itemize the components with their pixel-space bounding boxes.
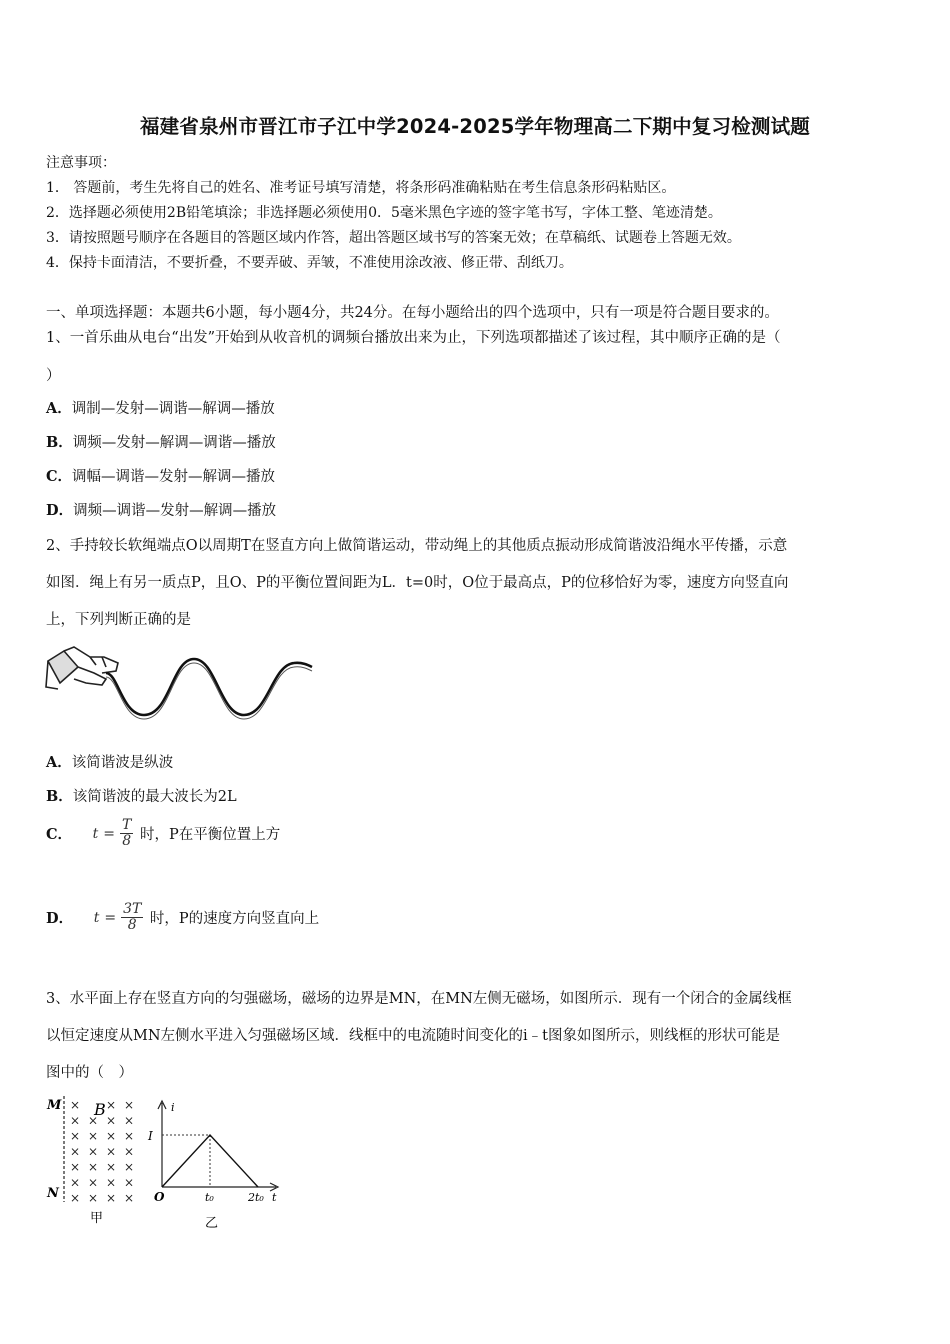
section-heading: 一、单项选择题：本题共6小题，每小题4分，共24分。在每小题给出的四个选项中，只有一项是符合题目要求的。 [46,305,779,321]
field-cross-mark: × [124,1113,135,1128]
field-cross-mark: × [70,1098,81,1112]
field-cross-mark: × [70,1160,81,1174]
field-cross-mark: × [124,1160,135,1174]
field-cross-mark: × [88,1175,99,1190]
magnetic-field-figure [44,1092,144,1227]
q1-option-c: C．调幅—调谐—发射—解调—播放 [46,468,276,485]
formula-t-over-8: t = $\frac{T}{8}$ [92,817,132,849]
field-cross-mark: × [70,1113,81,1128]
caption-jia: 甲 [90,1211,104,1226]
label-b: B [94,1100,106,1119]
label-m: M [47,1098,62,1113]
field-cross-mark: × [70,1129,81,1143]
field-cross-mark: × [106,1098,117,1112]
field-cross-mark: × [106,1113,117,1128]
field-cross-mark: × [124,1191,135,1205]
q2-option-b: B．该简谐波的最大波长为2L [46,788,237,805]
q1-stem-end: ） [46,368,61,384]
rope-wave-figure [44,643,316,727]
field-cross-mark: × [106,1144,117,1159]
label-t: t [272,1191,277,1204]
notice-item: 1． 答题前，考生先将自己的姓名、准考证号填写清楚，将条形码准确粘贴在考生信息条形码粘贴区。 [46,180,676,196]
label-n: N [47,1186,59,1201]
page-title: 福建省泉州市晋江市子江中学2024-2025学年物理高二下期中复习检测试题 [139,115,811,138]
field-cross-mark: × [124,1144,135,1159]
q2-option-d: D． t = $\frac{3T}{8}$ 时，P的速度方向竖直向上 [46,901,320,933]
q2-option-c: C． t = $\frac{T}{8}$ 时，P在平衡位置上方 [46,817,281,849]
notice-item: 3．请按照题号顺序在各题目的答题区域内作答，超出答题区域书写的答案无效；在草稿纸、试题卷上答题无效。 [46,230,741,246]
q3-stem-line3: 图中的（ ） [46,1065,133,1081]
formula-3t-over-8: t = $\frac{3T}{8}$ [93,901,142,933]
q1-stem: 1、一首乐曲从电台“出发”开始到从收音机的调频台播放出来为止，下列选项都描述了该过程，其中顺序正确的是（ [46,330,781,346]
hand-icon [46,647,118,689]
q2-stem-line2: 如图．绳上有另一质点P，且O、P的平衡位置间距为L．t=0时，O位于最高点，P的位移恰好为零，速度方向竖直向 [46,575,789,591]
current-time-graph [140,1095,286,1230]
caption-yi: 乙 [205,1216,219,1230]
field-cross-mark: × [88,1113,99,1128]
q1-option-d: D．调频—调谐—发射—解调—播放 [46,502,277,519]
q1-option-b: B．调频—发射—解调—调谐—播放 [46,434,276,451]
label-2t0: 2t₀ [248,1191,264,1204]
label-I: I [148,1129,153,1143]
field-cross-mark: × [106,1191,117,1205]
field-cross-mark: × [124,1098,135,1112]
field-cross-mark: × [88,1144,99,1159]
q2-stem-line1: 2、手持较长软绳端点O以周期T在竖直方向上做简谐运动，带动绳上的其他质点振动形成简谐波沿绳水平传播，示意 [46,538,788,554]
field-cross-mark: × [70,1175,81,1190]
field-cross-mark: × [88,1160,99,1174]
rope-wave [106,659,312,715]
field-cross-mark: × [70,1144,81,1159]
q3-stem-line2: 以恒定速度从MN左侧水平进入匀强磁场区域．线框中的电流随时间变化的i﹣t图象如图所示，则线框的形状可能是 [46,1028,780,1044]
field-cross-mark: × [88,1191,99,1205]
field-cross-mark: × [106,1175,117,1190]
notice-item: 2．选择题必须使用2B铅笔填涂；非选择题必须使用0．5毫米黑色字迹的签字笔书写，字体工整、笔迹清楚。 [46,205,722,221]
q2-option-a: A．该简谐波是纵波 [46,754,174,771]
field-cross-mark: × [70,1191,81,1205]
label-o: O [154,1190,165,1204]
field-cross-mark: × [124,1129,135,1143]
q2-stem-line3: 上，下列判断正确的是 [46,612,191,628]
field-cross-mark: × [106,1129,117,1143]
label-i: i [171,1101,175,1114]
q1-option-a: A．调制—发射—调谐—解调—播放 [46,400,275,417]
notice-heading: 注意事项： [46,155,116,171]
notice-item: 4．保持卡面清洁，不要折叠，不要弄破、弄皱，不准使用涂改液、修正带、刮纸刀。 [46,255,573,271]
q3-stem-line1: 3、水平面上存在竖直方向的匀强磁场，磁场的边界是MN，在MN左侧无磁场，如图所示．现有一个闭合的金属线框 [46,991,792,1007]
field-cross-mark: × [88,1129,99,1143]
field-cross-mark: × [124,1175,135,1190]
label-t0: t₀ [205,1191,214,1204]
field-cross-mark: × [106,1160,117,1174]
